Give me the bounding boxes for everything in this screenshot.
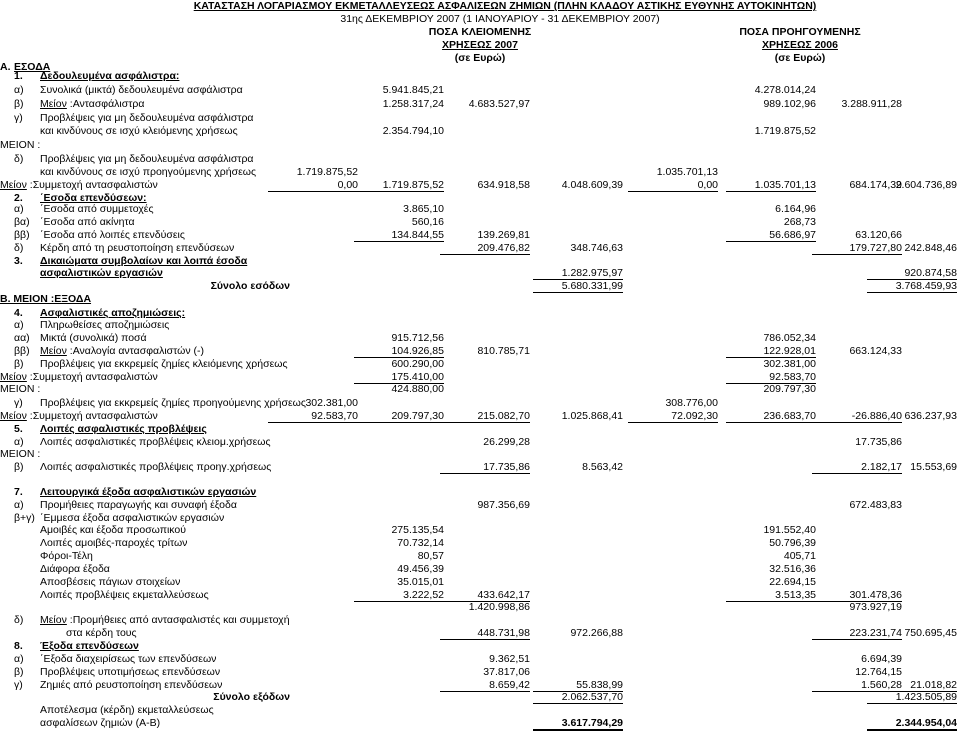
- amount-cell: 308.776,00: [665, 397, 718, 409]
- amount-cell: 8.659,42: [440, 679, 530, 692]
- row-label: Έξοδα επενδύσεων: [40, 640, 139, 652]
- row-label: ββ): [14, 229, 30, 241]
- amount-cell: 56.686,97: [726, 229, 816, 242]
- amount-cell: 560,16: [411, 216, 444, 228]
- row-label: Μείον :Αντασφάλιστρα: [40, 98, 145, 110]
- row-label: Μικτά (συνολικά) ποσά: [40, 332, 147, 344]
- amount-cell: 6.694,39: [861, 653, 902, 665]
- row-label: Αμοιβές και έξοδα προσωπικού: [40, 524, 187, 536]
- row-label: α): [14, 436, 24, 448]
- row-label: Αποσβέσεις πάγιων στοιχείων: [40, 576, 181, 588]
- row-label: γ): [14, 679, 23, 691]
- row-label: και κινδύνους σε ισχύ προηγούμενης χρήσεως: [40, 166, 257, 178]
- amount-cell: 634.918,58: [477, 179, 530, 191]
- row-label: Αποτέλεσμα (κέρδη) εκμεταλλεύσεως: [40, 704, 214, 716]
- amount-cell: 21.018,82: [867, 679, 957, 692]
- amount-cell: 275.135,54: [391, 524, 444, 536]
- amount-cell: 810.785,71: [477, 345, 530, 357]
- amount-cell: 5.941.845,21: [382, 84, 444, 96]
- row-label: Μείον :Αναλογία αντασφαλιστών (-): [40, 345, 204, 357]
- row-label: Διάφορα έξοδα: [40, 563, 110, 575]
- row-label: Λοιπές ασφαλιστικές προβλέψεις προηγ.χρήσεως: [40, 461, 272, 473]
- row-total-label: Σύνολο εξόδων: [213, 691, 290, 703]
- amount-cell: 3.288.911,28: [841, 98, 902, 110]
- amount-cell: 4.048.609,39: [561, 179, 623, 191]
- amount-cell: 915.712,56: [391, 332, 444, 344]
- amount-cell: 223.231,74: [812, 627, 902, 640]
- row-label: δ): [14, 242, 24, 254]
- row-label: Λοιπές αμοιβές-παροχές τρίτων: [40, 537, 188, 549]
- row-label: α): [14, 84, 24, 96]
- amount-cell: 2.344.954,04: [867, 717, 957, 731]
- row-label: γ): [14, 112, 23, 124]
- amount-cell: 1.719.875,52: [354, 179, 444, 192]
- amount-cell: 4.278.014,24: [754, 84, 816, 96]
- row-label: Β. ΜΕΙΟΝ :ΕΞΟΔΑ: [0, 293, 92, 305]
- amount-cell: 215.082,70: [440, 410, 530, 423]
- amount-cell: 175.410,00: [354, 371, 444, 384]
- amount-cell: 1.719.875,52: [754, 125, 816, 137]
- row-label: Συνολικά (μικτά) δεδουλευμένα ασφάλιστρα: [40, 84, 243, 96]
- amount-cell: 302.381,00: [763, 358, 816, 370]
- row-label: ΄Εσοδα από συμμετοχές: [40, 203, 154, 215]
- row-label: ΜΕΙΟΝ :: [0, 139, 41, 151]
- amount-cell: 2.062.537,70: [533, 691, 623, 704]
- amount-cell: 63.120,66: [855, 229, 902, 241]
- row-label: Προβλέψεις για εκκρεμείς ζημίες κλειόμενης χρήσεως: [40, 358, 288, 370]
- amount-cell: 987.356,69: [477, 499, 530, 511]
- row-label: 7.: [14, 486, 23, 498]
- amount-cell: 104.926,85: [354, 345, 444, 358]
- amount-cell: 3.768.459,93: [867, 280, 957, 293]
- amount-cell: 37.817,06: [483, 666, 530, 678]
- prior-year-heading: ΠΟΣΑ ΠΡΟΗΓΟΥΜΕΝΗΣ: [739, 26, 861, 38]
- amount-cell: 3.222,52: [354, 589, 444, 602]
- amount-cell: 1.423.505,89: [867, 691, 957, 704]
- amount-cell: 1.025.868,41: [561, 410, 623, 422]
- prior-year-label: ΧΡΗΣΕΩΣ 2006: [762, 39, 838, 51]
- amount-cell: 3.617.794,29: [533, 717, 623, 731]
- row-label: Προβλέψεις για μη δεδουλευμένα ασφάλιστρα: [40, 153, 254, 165]
- row-label: 5.: [14, 423, 23, 435]
- amount-cell: 139.269,81: [477, 229, 530, 241]
- amount-cell: 32.516,36: [769, 563, 816, 575]
- amount-cell: 973.927,19: [849, 601, 902, 613]
- row-label: ΄Εξοδα διαχειρίσεως των επενδύσεων: [40, 653, 217, 665]
- amount-cell: 989.102,96: [763, 98, 816, 110]
- amount-cell: 80,57: [417, 550, 444, 562]
- row-label: 4.: [14, 307, 23, 319]
- row-label: α): [14, 203, 24, 215]
- row-label: ΜΕΙΟΝ :: [0, 448, 41, 460]
- current-year-label: ΧΡΗΣΕΩΣ 2007: [442, 39, 518, 51]
- row-label: Δεδουλευμένα ασφάλιστρα:: [40, 70, 180, 82]
- row-label: ΄Εσοδα από ακίνητα: [40, 216, 135, 228]
- row-label: Μείον :Συμμετοχή αντασφαλιστών: [0, 410, 158, 422]
- row-label: ΄Εμμεσα έξοδα ασφαλιστικών εργασιών: [40, 512, 225, 524]
- row-label: Α.: [0, 61, 11, 73]
- row-label: Προβλέψεις υποτιμήσεως επενδύσεων: [40, 666, 221, 678]
- amount-cell: 1.035.701,13: [726, 179, 816, 192]
- amount-cell: 1.560,28: [812, 679, 902, 692]
- amount-cell: 5.680.331,99: [533, 280, 623, 293]
- amount-cell: 1.282.975,97: [533, 267, 623, 280]
- row-label: 3.: [14, 255, 23, 267]
- amount-cell: 786.052,34: [763, 332, 816, 344]
- report-period: 31ης ΔΕΚΕΜΒΡΙΟΥ 2007 (1 ΙΑΝΟΥΑΡΙΟΥ - 31 ΔΕΚΕΜΒΡΙΟΥ 2007): [340, 13, 660, 25]
- row-label: β+γ): [14, 512, 35, 524]
- row-label: 8.: [14, 640, 23, 652]
- amount-cell: 12.764,15: [855, 666, 902, 678]
- row-label: α): [14, 319, 24, 331]
- amount-cell: 236.683,70: [726, 410, 816, 423]
- row-label: βα): [14, 216, 30, 228]
- amount-cell: 9.362,51: [489, 653, 530, 665]
- amount-cell: 750.695,45: [904, 627, 957, 639]
- amount-cell: 209.797,30: [763, 383, 816, 395]
- amount-cell: -26.886,40: [812, 410, 902, 423]
- amount-cell: 302.381,00: [305, 397, 358, 409]
- amount-cell: 663.124,33: [849, 345, 902, 357]
- amount-cell: 0,00: [628, 179, 718, 192]
- amount-cell: 35.015,01: [397, 576, 444, 588]
- row-label: και κινδύνους σε ισχύ κλειόμενης χρήσεως: [40, 125, 238, 137]
- row-label: ασφαλίσεων ζημιών (Α-Β): [40, 717, 161, 729]
- amount-cell: 92.583,70: [268, 410, 358, 423]
- report-title: ΚΑΤΑΣΤΑΣΗ ΛΟΓΑΡΙΑΣΜΟΥ ΕΚΜΕΤΑΛΛΕΥΣΕΩΣ ΑΣΦΑΛΙΣΕΩΝ ΖΗΜΙΩΝ (ΠΛΗΝ ΚΛΑΔΟΥ ΑΣΤΙΚΗΣ ΕΥΘΥΝΗΣ ΑΥΤΟΚΙΝΗΤΩΝ): [193, 0, 817, 12]
- amount-cell: 17.735,86: [855, 436, 902, 448]
- row-label: Μείον :Συμμετοχή αντασφαλιστών: [0, 371, 158, 383]
- amount-cell: 448.731,98: [440, 627, 530, 640]
- amount-cell: 2.354.794,10: [382, 125, 444, 137]
- row-label: β): [14, 461, 24, 473]
- amount-cell: 301.478,36: [812, 589, 902, 602]
- row-label: Λοιπές ασφαλιστικές προβλέψεις κλειομ.χρήσεως: [40, 436, 271, 448]
- amount-cell: 636.237,93: [904, 410, 957, 422]
- current-year-currency: (σε Ευρώ): [454, 52, 506, 64]
- row-label: Δικαιώματα συμβολαίων και λοιπά έσοδα: [40, 255, 248, 267]
- amount-cell: 1.420.998,86: [468, 601, 530, 613]
- amount-cell: 26.299,28: [483, 436, 530, 448]
- row-label: β): [14, 98, 24, 110]
- amount-cell: 1.035.701,13: [656, 166, 718, 178]
- amount-cell: 424.880,00: [391, 383, 444, 395]
- amount-cell: 672.483,83: [849, 499, 902, 511]
- amount-cell: 191.552,40: [763, 524, 816, 536]
- row-label: ΄Εσοδα από λοιπές επενδύσεις: [40, 229, 185, 241]
- prior-year-currency: (σε Ευρώ): [774, 52, 826, 64]
- amount-cell: 22.694,15: [769, 576, 816, 588]
- amount-cell: 684.174,39: [849, 179, 902, 191]
- amount-cell: 2.604.736,89: [895, 179, 957, 191]
- row-label: ασφαλιστικών εργασιών: [40, 267, 163, 279]
- row-label: 2.: [14, 192, 23, 204]
- amount-cell: 50.796,39: [769, 537, 816, 549]
- amount-cell: 1.719.875,52: [296, 166, 358, 178]
- amount-cell: 972.266,88: [570, 627, 623, 639]
- amount-cell: 0,00: [268, 179, 358, 192]
- row-label: α): [14, 499, 24, 511]
- amount-cell: 6.164,96: [775, 203, 816, 215]
- amount-cell: 49.456,39: [397, 563, 444, 575]
- row-label: ββ): [14, 345, 30, 357]
- row-label: στα κέρδη τους: [66, 627, 137, 639]
- amount-cell: 70.732,14: [397, 537, 444, 549]
- amount-cell: 3.513,35: [726, 589, 816, 602]
- amount-cell: 4.683.527,97: [468, 98, 530, 110]
- row-label: Ζημιές από ρευστοποίηση επενδύσεων: [40, 679, 223, 691]
- row-label: α): [14, 653, 24, 665]
- row-label: Φόροι-Τέλη: [40, 550, 93, 562]
- amount-cell: 55.838,99: [533, 679, 623, 692]
- amount-cell: 348.746,63: [570, 242, 623, 254]
- row-label: αα): [14, 332, 30, 344]
- amount-cell: 242.848,46: [904, 242, 957, 254]
- amount-cell: 405,71: [783, 550, 816, 562]
- amount-cell: 179.727,80: [812, 242, 902, 255]
- row-label: ΜΕΙΟΝ :: [0, 383, 41, 395]
- amount-cell: 209.797,30: [354, 410, 444, 423]
- row-label: Προβλέψεις για εκκρεμείς ζημίες προηγούμενης χρήσεως: [40, 397, 306, 409]
- row-label: β): [14, 358, 24, 370]
- row-label: δ): [14, 153, 24, 165]
- amount-cell: 920.874,58: [867, 267, 957, 280]
- row-label: Προμήθειες παραγωγής και συναφή έξοδα: [40, 499, 237, 511]
- amount-cell: 2.182,17: [812, 461, 902, 474]
- row-label: Ασφαλιστικές αποζημιώσεις:: [40, 307, 186, 319]
- amount-cell: 209.476,82: [440, 242, 530, 255]
- row-label: ΄Εσοδα επενδύσεων:: [40, 192, 147, 204]
- amount-cell: 15.553,69: [910, 461, 957, 473]
- row-total-label: Σύνολο εσόδων: [210, 280, 290, 292]
- row-label: 1.: [14, 70, 23, 82]
- amount-cell: 8.563,42: [582, 461, 623, 473]
- row-label: Προβλέψεις για μη δεδουλευμένα ασφάλιστρα: [40, 112, 254, 124]
- row-label: Μείον :Προμήθειες από αντασφαλιστές και συμμετοχή: [40, 614, 290, 626]
- amount-cell: 122.928,01: [726, 345, 816, 358]
- row-label: ΕΣΟΔΑ: [14, 61, 51, 73]
- row-label: Κέρδη από τη ρευστοποίηση επενδύσεων: [40, 242, 235, 254]
- row-label: β): [14, 666, 24, 678]
- amount-cell: 268,73: [783, 216, 816, 228]
- row-label: γ): [14, 397, 23, 409]
- amount-cell: 433.642,17: [440, 589, 530, 602]
- amount-cell: 17.735,86: [440, 461, 530, 474]
- row-label: Λειτουργικά έξοδα ασφαλιστικών εργασιών: [40, 486, 257, 498]
- amount-cell: 134.844,55: [354, 229, 444, 242]
- amount-cell: 3.865,10: [403, 203, 444, 215]
- row-label: Μείον :Συμμετοχή αντασφαλιστών: [0, 179, 158, 191]
- amount-cell: 92.583,70: [726, 371, 816, 384]
- row-label: Λοιπές προβλέψεις εκμεταλλεύσεως: [40, 589, 209, 601]
- amount-cell: 72.092,30: [628, 410, 718, 423]
- row-label: Λοιπές ασφαλιστικές προβλέψεις: [40, 423, 207, 435]
- amount-cell: 600.290,00: [391, 358, 444, 370]
- row-label: Πληρωθείσες αποζημιώσεις: [40, 319, 170, 331]
- amount-cell: 1.258.317,24: [382, 98, 444, 110]
- row-label: δ): [14, 614, 24, 626]
- current-year-heading: ΠΟΣΑ ΚΛΕΙΟΜΕΝΗΣ: [428, 26, 532, 38]
